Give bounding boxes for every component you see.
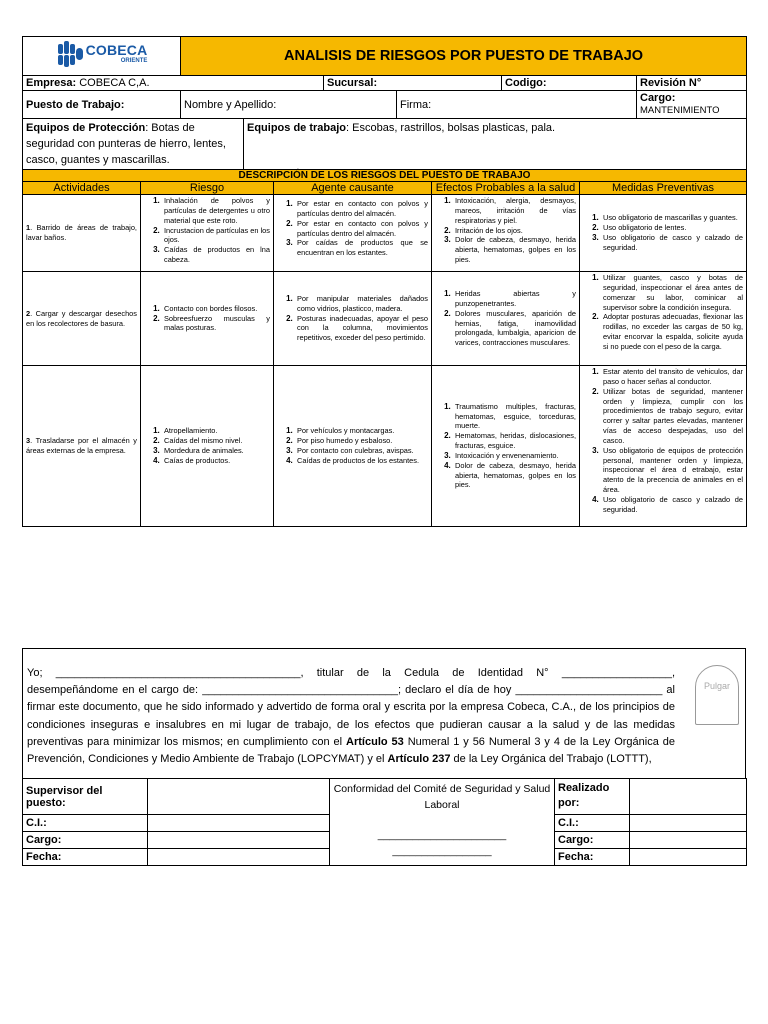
list-item: 4. Uso obligatorio de casco y calzado de seguridad. <box>601 495 743 515</box>
list-item: 1. Uso obligatorio de mascarillas y guantes. <box>601 213 743 223</box>
ci2-field <box>630 815 747 832</box>
list-item: 1. Contacto con bordes filosos. <box>162 304 270 314</box>
efectos-cell <box>432 272 580 366</box>
comite-cell: Conformidad del Comité de Seguridad y Salud Laboral ______________________ _________________ <box>330 779 555 866</box>
list-item: 2. Uso obligatorio de lentes. <box>601 223 743 233</box>
list-item: 3. Uso obligatorio de casco y calzado de seguridad. <box>601 233 743 253</box>
cobeca-logo-icon <box>56 41 84 67</box>
realizado-label: Realizado por: <box>555 779 630 815</box>
sucursal-label: Sucursal: <box>324 76 502 91</box>
nombre-label: Nombre y Apellido: <box>181 91 397 119</box>
fecha2-field <box>630 849 747 866</box>
riesgo-cell <box>141 366 274 527</box>
actividad-cell: 3. Trasladarse por el almacén y áreas externas de la empresa. <box>23 366 141 527</box>
proteccion-label: Equipos de Protección <box>26 122 146 134</box>
supervisor-label: Supervisor del puesto: <box>23 779 148 815</box>
table-row <box>23 366 747 527</box>
col-agente: Agente causante <box>274 182 432 195</box>
medidas-cell <box>580 272 747 366</box>
list-item: 1. Estar atento del transito de vehiculos, dar paso o hacer señas al conductor. <box>601 367 743 387</box>
declaration-box <box>22 648 746 778</box>
cargo-value: MANTENIMIENTO <box>640 105 720 116</box>
list-item: 2. Caídas del mismo nivel. <box>162 436 270 446</box>
trabajo-cell <box>244 119 747 170</box>
list-item: 1. Por vehículos y montacargas. <box>295 426 428 436</box>
cargo-sig-label: Cargo: <box>23 832 148 849</box>
empresa-cell <box>23 76 324 91</box>
list-item: 3. Dolor de cabeza, desmayo, herida abierta, hematomas, golpes en los pies. <box>453 235 576 265</box>
empresa-label: Empresa: <box>26 77 77 89</box>
col-actividades: Actividades <box>23 182 141 195</box>
article-237: Artículo 237 <box>387 753 451 766</box>
list-item: 4. Caídas de productos de los estantes. <box>295 456 428 466</box>
section-title: DESCRIPCIÓN DE LOS RIESGOS DEL PUESTO DE TRABAJO <box>23 170 747 182</box>
list-item: 2. Adoptar posturas adecuadas, flexionar las rodillas, no exceder las cargas de 50 kg, evitar encorvar la espalda, solicite ayuda si no puede con el peso de la carga. <box>601 312 743 351</box>
actividad-cell: 1. Barrido de áreas de trabajo, lavar baños. <box>23 195 141 272</box>
list-item: 3. Caídas de productos en lna cabeza. <box>162 245 270 265</box>
medidas-cell <box>580 366 747 527</box>
list-item: 1. Traumatismo multiples, fracturas, hematomas, esguice, torceduras, muerte. <box>453 402 576 432</box>
signature-table <box>22 778 747 866</box>
agente-cell <box>274 195 432 272</box>
riesgo-cell <box>141 195 274 272</box>
cargo2-field <box>630 832 747 849</box>
list-item: 3. Por contacto con culebras, avispas. <box>295 446 428 456</box>
logo-name: COBECA <box>85 42 148 58</box>
list-item: 2. Por piso humedo y esbaloso. <box>295 436 428 446</box>
medidas-cell <box>580 195 747 272</box>
realizado-field <box>630 779 747 815</box>
thumbprint-box: Pulgar <box>695 665 739 725</box>
article-53: Artículo 53 <box>346 735 404 748</box>
firma-label: Firma: <box>397 91 637 119</box>
ci2-label: C.I.: <box>555 815 630 832</box>
col-medidas: Medidas Preventivas <box>580 182 747 195</box>
agente-cell <box>274 272 432 366</box>
riesgo-cell <box>141 272 274 366</box>
declaration-text: Yo; ________________________________________, titular de la Cedula de Identidad N° __________________, desempeñándome en el cargo de: ________________________________; declaro el día de hoy ________________________ al firmar este documento, que he sido informado y advertido de forma oral y escrita por la empresa Cobeca, C.A., de los principios de condiciones inseguras e insalubres en mi lugar de trabajo, de los efectos que pudieran causar a la salud y de las medidas preventivas para minimizar los mismos; en cumplimiento con el Artículo 53 Numeral 1 y 56 Numeral 3 y 4 de la Ley Orgánica de Prevención, Condiciones y Medio Ambiente de Trabajo (LOPCYMAT) y el Artículo 237 de la Ley Orgánica del Trabajo (LOTTT), <box>27 667 676 766</box>
puesto-label: Puesto de Trabajo: <box>23 91 181 119</box>
trabajo-value: : Escobas, rastrillos, bolsas plasticas, pala. <box>346 122 556 134</box>
list-item: 2. Hematomas, heridas, dislocasiones, fracturas, esguice. <box>453 431 576 451</box>
header-table <box>22 36 747 170</box>
proteccion-value: : Botas de seguridad con punteras de hierro, lentes, casco, guantes y mascarillas. <box>26 122 226 166</box>
fecha2-label: Fecha: <box>555 849 630 866</box>
logo-cell <box>23 37 181 76</box>
col-riesgo: Riesgo <box>141 182 274 195</box>
list-item: 2. Sobreesfuerzo musculas y malas posturas. <box>162 314 270 334</box>
list-item: 1. Heridas abiertas y punzopenetrantes. <box>453 289 576 309</box>
declaration-section <box>22 648 746 866</box>
list-item: 2. Dolores musculares, aparición de hernias, fatiga, inamovilidad prolongada, lumbalgia, aparicion de varices, contracciones musculares. <box>453 309 576 348</box>
cargo-sig-field <box>148 832 330 849</box>
fecha-field <box>148 849 330 866</box>
agente-cell <box>274 366 432 527</box>
document-title: ANALISIS DE RIESGOS POR PUESTO DE TRABAJO <box>181 37 747 76</box>
supervisor-field <box>148 779 330 815</box>
cargo-cell <box>637 91 747 119</box>
list-item: 1. Inhalación de polvos y partículas de detergentes u otro material que este roto. <box>162 196 270 226</box>
risk-table <box>22 169 747 527</box>
cargo-label: Cargo: <box>640 92 676 104</box>
list-item: 2. Utilizar botas de seguridad, mantener orden y limpieza, cumplir con los procedimientos de trabajo seguro, evitar correr y saltar partes elevadas, mantener vías de acceso despejadas, uso del casco. <box>601 387 743 446</box>
list-item: 1. Por estar en contacto con polvos y partículas dentro del almacén. <box>295 199 428 219</box>
list-item: 1. Utilizar guantes, casco y botas de seguridad, inspeccionar el área antes de comenzar su labor, cominicar al supervisor sobre la condición insegura. <box>601 273 743 312</box>
risk-analysis-sheet <box>22 36 746 527</box>
efectos-cell <box>432 195 580 272</box>
list-item: 3. Intoxicación y envenenamiento. <box>453 451 576 461</box>
empresa-value: COBECA C,A. <box>79 77 150 89</box>
logo-subtitle: ORIENTE <box>120 58 148 64</box>
list-item: 2. Irritación de los ojos. <box>453 226 576 236</box>
list-item: 1. Atropellamiento. <box>162 426 270 436</box>
ci-field <box>148 815 330 832</box>
trabajo-label: Equipos de trabajo <box>247 122 347 134</box>
list-item: 3. Mordedura de animales. <box>162 446 270 456</box>
list-item: 2. Por estar en contacto con polvos y partículas dentro del almacén. <box>295 219 428 239</box>
actividad-cell: 2. Cargar y descargar desechos en los recolectores de basura. <box>23 272 141 366</box>
fecha-label: Fecha: <box>23 849 148 866</box>
cargo2-label: Cargo: <box>555 832 630 849</box>
list-item: 3. Uso obligatorio de equipos de protección personal, mantener orden y limpieza, inspeccionar el área d etrabajo, estar atento de la precencia de animales en el área. <box>601 446 743 495</box>
proteccion-cell <box>23 119 244 170</box>
list-item: 1. Por manipular materiales dañados como vidrios, plasticco, madera. <box>295 294 428 314</box>
cobeca-logo <box>56 41 148 67</box>
revision-label: Revisión N° <box>637 76 747 91</box>
list-item: 4. Caías de productos. <box>162 456 270 466</box>
table-row <box>23 195 747 272</box>
list-item: 4. Dolor de cabeza, desmayo, herida abierta, hematomas, golpes en los pies. <box>453 461 576 491</box>
list-item: 1. Intoxicación, alergia, desmayos, mareos, irritación de vías respiratorias y piel. <box>453 196 576 226</box>
list-item: 3. Por caídas de productos que se encuentran en los estantes. <box>295 238 428 258</box>
table-row <box>23 272 747 366</box>
efectos-cell <box>432 366 580 527</box>
codigo-label: Codigo: <box>502 76 637 91</box>
list-item: 2. Posturas inadecuadas, apoyar el peso con la columna, movimientos repetitivos, exceder del peso pertimido. <box>295 314 428 344</box>
ci-label: C.I.: <box>23 815 148 832</box>
list-item: 2. Incrustacion de partículas en los ojos. <box>162 226 270 246</box>
comite-label: Conformidad del Comité de Seguridad y Salud Laboral <box>333 783 551 811</box>
col-efectos: Efectos Probables a la salud <box>432 182 580 195</box>
